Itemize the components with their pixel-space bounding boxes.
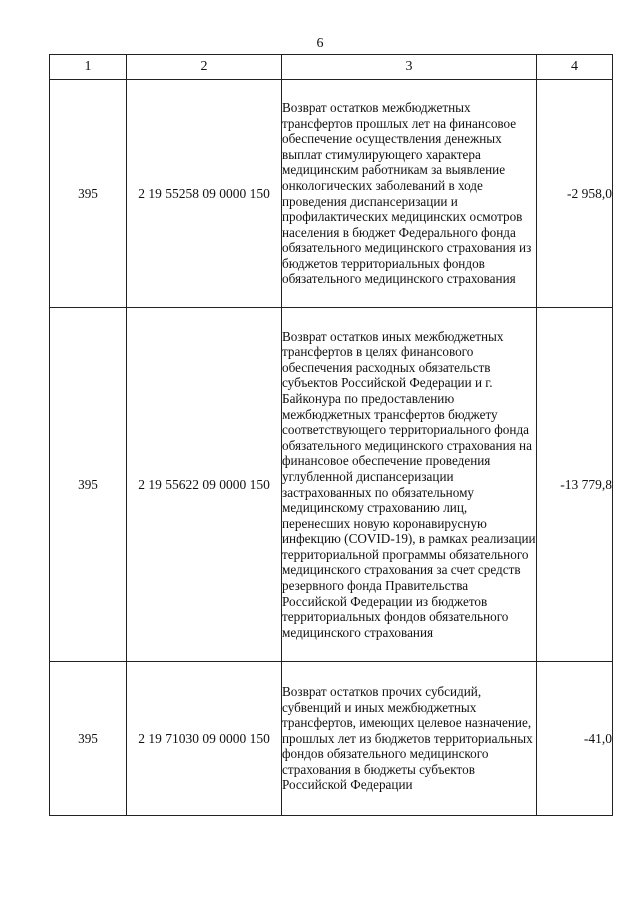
- admin-code-cell: 395: [50, 80, 127, 308]
- header-col-3: 3: [282, 55, 537, 80]
- amount-cell: -2 958,0: [537, 80, 613, 308]
- budget-code-cell: 2 19 55258 09 0000 150: [127, 80, 282, 308]
- admin-code-cell: 395: [50, 662, 127, 816]
- header-col-4: 4: [537, 55, 613, 80]
- description-cell: Возврат остатков прочих субсидий, субвенций и иных межбюджетных трансфертов, имеющих целевое назначение, прошлых лет из бюджетов территориальных фондов обязательного медицинского страхования в бюджеты субъектов Российской Федерации: [282, 662, 537, 816]
- table-row: [50, 80, 613, 308]
- header-col-2: 2: [127, 55, 282, 80]
- description-cell: Возврат остатков иных межбюджетных трансфертов в целях финансового обеспечения расходных обязательств субъектов Российской Федерации и г. Байконура по предоставлению межбюджетных трансфертов бюджету соответствующего территориального фонда обязательного медицинского страхования на финансовое обеспечение проведения углубленной диспансеризации застрахованных по обязательному медицинскому страхованию лиц, перенесших новую коронавирусную инфекцию (COVID-19), в рамках реализации территориальной программы обязательного медицинского страхования за счет средств резервного фонда Правительства Российской Федерации из бюджетов территориальных фондов обязательного медицинского страхования: [282, 308, 537, 662]
- header-row: [50, 55, 613, 80]
- header-col-1: 1: [50, 55, 127, 80]
- amount-cell: -13 779,8: [537, 308, 613, 662]
- amount-cell: -41,0: [537, 662, 613, 816]
- admin-code-cell: 395: [50, 308, 127, 662]
- budget-code-cell: 2 19 55622 09 0000 150: [127, 308, 282, 662]
- table-row: [50, 662, 613, 816]
- description-cell: Возврат остатков межбюджетных трансфертов прошлых лет на финансовое обеспечение осуществления денежных выплат стимулирующего характера медицинским работникам за выявление онкологических заболеваний в ходе проведения диспансеризации и профилактических медицинских осмотров населения в бюджет Федерального фонда обязательного медицинского страхования из бюджетов территориальных фондов обязательного медицинского страхования: [282, 80, 537, 308]
- page-number: 6: [316, 36, 324, 51]
- budget-code-cell: 2 19 71030 09 0000 150: [127, 662, 282, 816]
- budget-table: [49, 54, 613, 816]
- table-row: [50, 308, 613, 662]
